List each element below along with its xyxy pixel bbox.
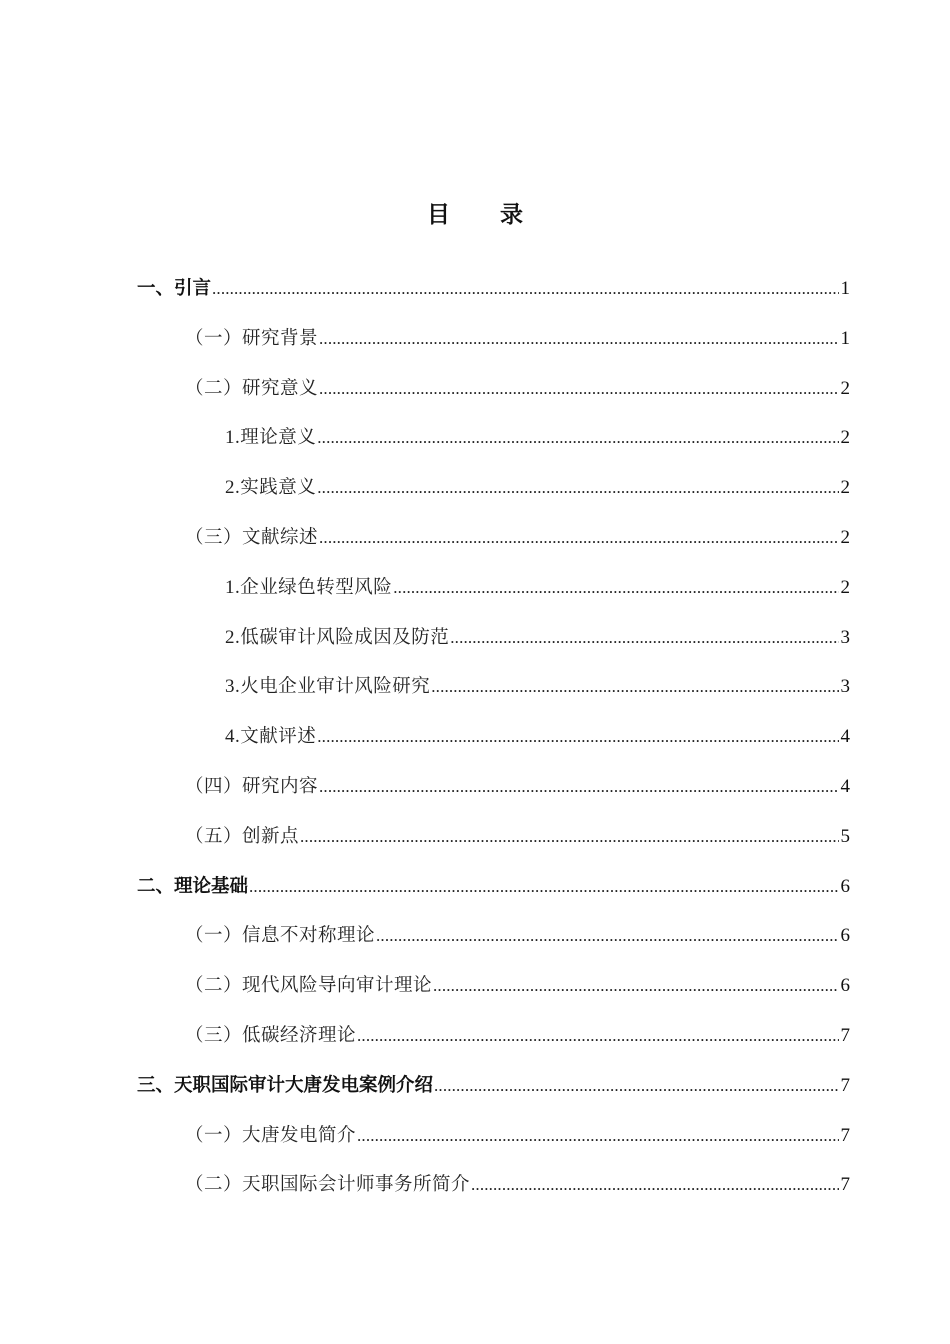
toc-entry-label	[225, 622, 449, 654]
toc-entry-label: 二、理论基础	[137, 875, 249, 897]
toc-entry-label: （一）信息不对称理论	[185, 925, 376, 947]
toc-entry-datang-profile[interactable]	[0, 1120, 950, 1170]
toc-entry-innovations[interactable]	[0, 821, 950, 871]
toc-entry-label: （三）文献综述	[185, 526, 319, 548]
toc-page-number: 7	[840, 1024, 850, 1046]
toc-entry-label: （二）现代风险导向审计理论	[185, 975, 433, 997]
toc-page-number: 2	[840, 427, 850, 449]
dot-leader	[300, 821, 839, 853]
toc-page-number: 1	[840, 278, 850, 299]
toc-page-number: 6	[840, 975, 850, 997]
toc-entry-label	[225, 671, 430, 703]
toc-entry-research-content[interactable]	[0, 771, 950, 821]
toc-entry-green-transition-risk[interactable]	[0, 572, 950, 622]
toc-entry-theoretical-basis[interactable]	[0, 871, 950, 921]
toc-entry-text: 火电企业审计风险研究	[240, 676, 431, 698]
table-of-contents	[0, 273, 950, 1219]
dot-leader	[357, 1020, 839, 1052]
toc-entry-thermal-power-audit-risk[interactable]	[0, 671, 950, 721]
toc-entry-research-significance[interactable]	[0, 373, 950, 423]
dot-leader	[317, 721, 839, 753]
toc-entry-low-carbon-economy[interactable]	[0, 1020, 950, 1070]
toc-page-number: 6	[840, 925, 850, 947]
toc-title-char-1: 目	[427, 202, 450, 228]
toc-entry-literature-commentary[interactable]	[0, 721, 950, 771]
toc-entry-case-introduction[interactable]	[0, 1070, 950, 1120]
toc-page-number: 4	[840, 775, 850, 797]
toc-page-number: 2	[840, 576, 850, 598]
dot-leader	[471, 1169, 839, 1201]
toc-page-number: 1	[840, 327, 850, 349]
dot-leader	[450, 622, 839, 654]
toc-page-number: 3	[840, 626, 850, 648]
toc-entry-label: 一、引言	[137, 278, 212, 299]
toc-page-number: 2	[840, 477, 850, 499]
toc-page-number: 2	[840, 526, 850, 548]
toc-entry-text: 低碳审计风险成因及防范	[240, 626, 450, 648]
toc-entry-practical-significance[interactable]	[0, 472, 950, 522]
toc-entry-number: 1.	[225, 576, 241, 598]
toc-entry-number: 3.	[225, 676, 241, 698]
dot-leader	[431, 671, 839, 703]
toc-entry-label: （一）大唐发电简介	[185, 1124, 357, 1146]
toc-entry-label	[225, 422, 316, 454]
toc-page-number: 3	[840, 676, 850, 698]
toc-entry-text: 企业绿色转型风险	[240, 576, 393, 598]
toc-page-number: 7	[840, 1174, 850, 1196]
dot-leader	[249, 871, 839, 903]
toc-entry-number: 1.	[225, 427, 241, 449]
dot-leader	[357, 1120, 839, 1152]
dot-leader	[393, 572, 839, 604]
toc-entry-research-background[interactable]	[0, 323, 950, 373]
toc-page-number: 2	[840, 377, 850, 399]
toc-entry-label	[225, 472, 316, 504]
toc-title	[0, 198, 950, 232]
toc-entry-label	[225, 721, 316, 753]
toc-entry-number: 2.	[225, 477, 241, 499]
toc-entry-tianzhi-profile[interactable]	[0, 1169, 950, 1219]
dot-leader	[434, 1070, 839, 1102]
toc-page-number: 6	[840, 875, 850, 897]
dot-leader	[376, 920, 839, 952]
toc-entry-label: （四）研究内容	[185, 775, 319, 797]
toc-entry-introduction[interactable]	[0, 273, 950, 323]
dot-leader	[319, 323, 839, 355]
toc-entry-label	[225, 572, 392, 604]
toc-entry-text: 文献评述	[240, 726, 317, 748]
toc-entry-text: 理论意义	[240, 427, 317, 449]
toc-entry-label: （二）天职国际会计师事务所简介	[185, 1174, 471, 1196]
dot-leader	[317, 472, 839, 504]
toc-entry-risk-oriented-audit[interactable]	[0, 970, 950, 1020]
toc-entry-label: （一）研究背景	[185, 327, 319, 349]
toc-entry-information-asymmetry[interactable]	[0, 920, 950, 970]
toc-entry-number: 4.	[225, 726, 241, 748]
dot-leader	[319, 373, 839, 405]
dot-leader	[319, 522, 839, 554]
toc-entry-low-carbon-audit-risk[interactable]	[0, 622, 950, 672]
dot-leader	[433, 970, 839, 1002]
toc-page-number: 7	[840, 1124, 850, 1146]
toc-page-number: 5	[840, 825, 850, 847]
toc-entry-literature-review[interactable]	[0, 522, 950, 572]
dot-leader	[317, 422, 839, 454]
toc-entry-label: （二）研究意义	[185, 377, 319, 399]
toc-entry-text: 实践意义	[240, 477, 317, 499]
toc-title-char-2: 录	[500, 202, 523, 228]
toc-page-number: 7	[840, 1074, 850, 1096]
dot-leader	[212, 273, 839, 305]
toc-entry-label: 三、天职国际审计大唐发电案例介绍	[137, 1074, 434, 1096]
toc-entry-theoretical-significance[interactable]	[0, 422, 950, 472]
toc-page-number: 4	[840, 726, 850, 748]
toc-entry-label: （三）低碳经济理论	[185, 1024, 357, 1046]
toc-entry-label: （五）创新点	[185, 825, 300, 847]
dot-leader	[319, 771, 839, 803]
toc-entry-number: 2.	[225, 626, 241, 648]
